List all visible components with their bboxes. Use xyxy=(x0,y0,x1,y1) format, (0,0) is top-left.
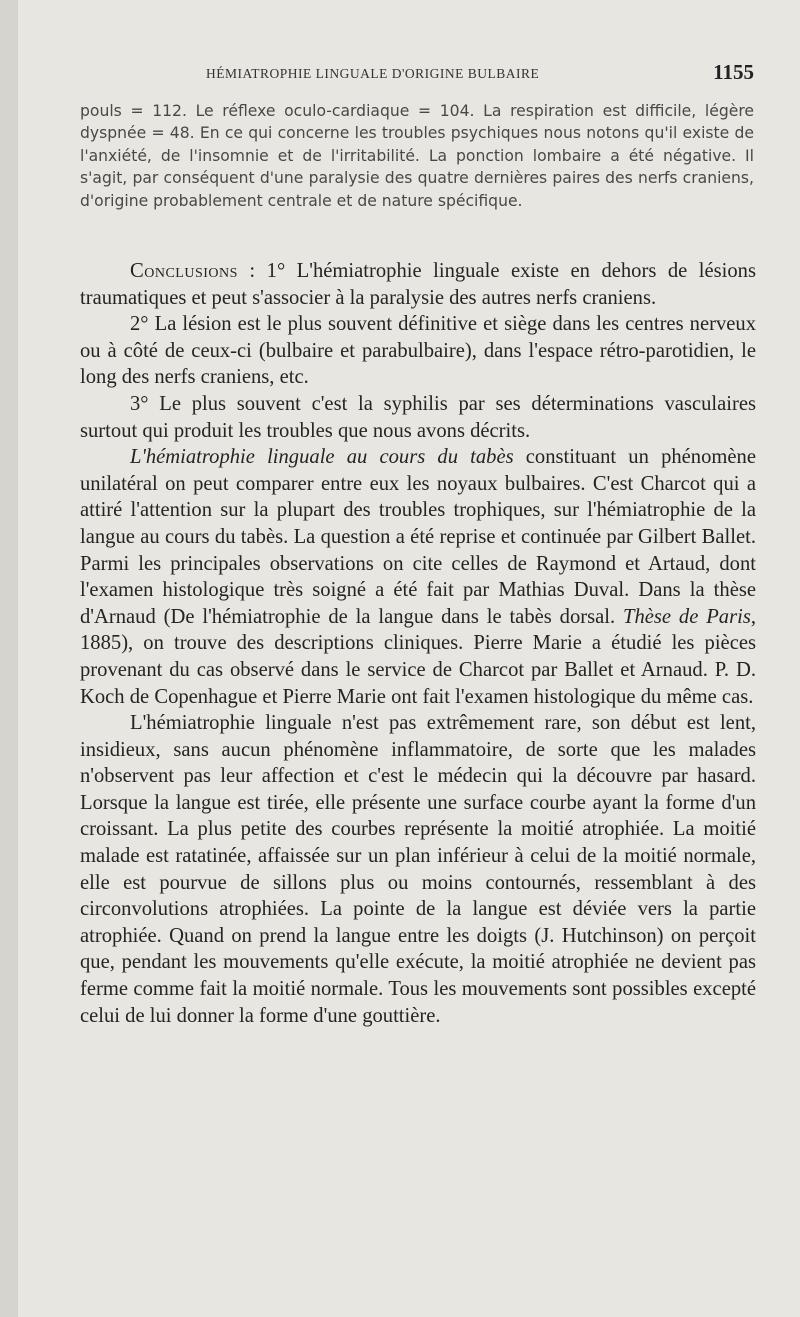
conclusion-point-1-text: : 1° L'hémiatrophie linguale existe en dehors de lésions traumatiques et peut s'associer à la paralysie des autres nerfs craniens. xyxy=(80,260,756,309)
book-page xyxy=(18,0,800,1317)
conclusion-point-2: 2° La lésion est le plus souvent définitive et siège dans les centres nerveux ou à côté de ceux-ci (bulbaire et parabulbaire), dans l'espace rétro-parotidien, le long des nerfs craniens, etc. xyxy=(80,313,756,389)
description-paragraph: L'hémiatrophie linguale n'est pas extrêmement rare, son début est lent, insidieux, sans aucun phénomène inflammatoire, de sorte que les malades n'observent pas leur affection et c'est le médecin qui la découvre par hasard. Lorsque la langue est tirée, elle présente une surface courbe ayant la forme d'un croissant. La plus petite des courbes représente la moitié atrophiée. La moitié malade est ratatinée, affaissée sur un plan inférieur à celui de la moitié normale, elle est pourvue de sillons plus ou moins contournés, ressemblant à des circonvolutions atrophiées. La pointe de la langue est déviée vers la partie atrophiée. Quand on prend la langue entre les doigts (J. Hutchinson) on perçoit que, pendant les mouvements qu'elle exécute, la moitié atrophiée ne devient pas ferme comme fait la moitié normale. Tous les mouvements sont possibles excepté celui de lui donner la forme d'une gouttière. xyxy=(80,712,756,1027)
conclusions-heading: Conclusions xyxy=(130,260,238,282)
conclusion-point-1 xyxy=(80,258,756,311)
these-reference: Thèse de Paris xyxy=(623,605,751,628)
tabes-paragraph xyxy=(80,444,756,710)
running-title: HÉMIATROPHIE LINGUALE D'ORIGINE BULBAIRE xyxy=(206,66,540,81)
tabes-text-b: , 1885), on trouve des descriptions cliniques. Pierre Marie a étudié les pièces provenant du cas observé dans le service de Charcot par Ballet et Arnaud. P. D. Koch de Copenhague et Pierre Marie ont fait l'examen histologique du même cas. xyxy=(80,605,756,708)
page-header xyxy=(80,60,754,88)
tabes-italic-title: L'hémiatrophie linguale au cours du tabès xyxy=(130,446,514,469)
main-text xyxy=(80,258,756,1029)
conclusion-point-3: 3° Le plus souvent c'est la syphilis par ses déterminations vasculaires surtout qui produit les troubles que nous avons décrits. xyxy=(80,392,756,442)
case-notes-paragraph: pouls = 112. Le réflexe oculo-cardiaque = 104. La respiration est difficile, légère dyspnée = 48. En ce qui concerne les troubles psychiques nous notons qu'il existe de l'anxiété, de l'insomnie et de l'irritabilité. La ponction lombaire a été négative. Il s'agit, par conséquent d'une paralysie des quatre dernières paires des nerfs craniens, d'origine probablement centrale et de nature spécifique. xyxy=(80,102,754,210)
tabes-text-a: constituant un phénomène unilatéral on peut comparer entre eux les noyaux bulbaires. C'est Charcot qui a attiré l'attention sur la plupart des troubles trophiques, sur l'hémiatrophie de la langue au cours du tabès. La question a été reprise et continuée par Gilbert Ballet. Parmi les principales observations on cite celles de Raymond et Artaud, dont l'examen histologique très soigné a été fait par Mathias Duval. Dans la thèse d'Arnaud (De l'hémiatrophie de la langue dans le tabès dorsal. xyxy=(80,446,756,628)
page-number: 1155 xyxy=(713,60,754,84)
